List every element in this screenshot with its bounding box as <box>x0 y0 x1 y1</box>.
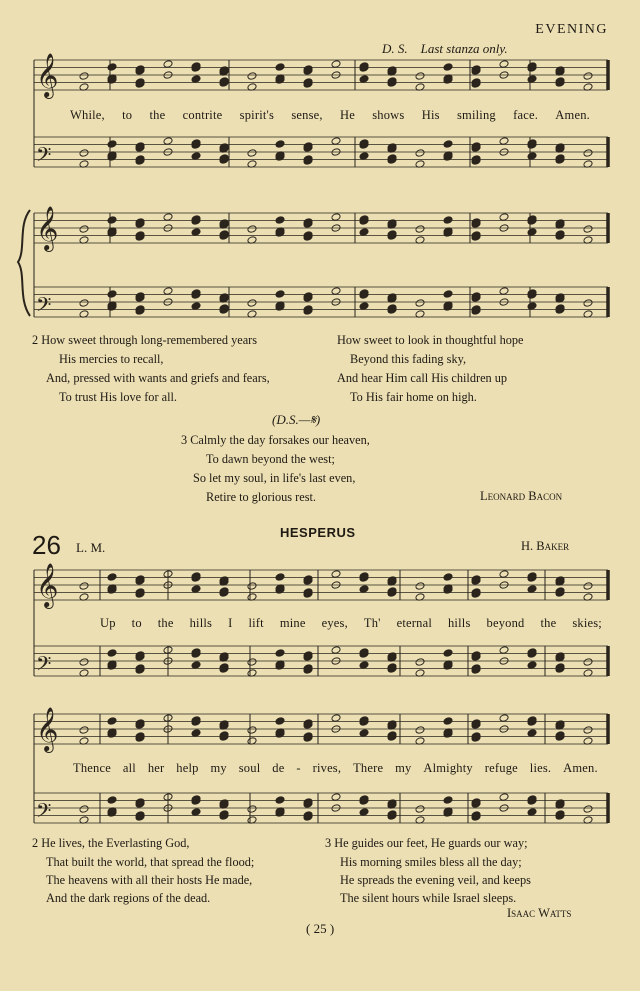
lyric-word: beyond <box>486 616 525 630</box>
verse-number: 2 <box>32 836 39 850</box>
lyric-word: the <box>157 616 174 630</box>
verse-number: 3 <box>325 836 332 850</box>
hymn-meter: L. M. <box>76 540 106 555</box>
lyric-word: Almighty <box>423 761 473 775</box>
lyric-word: the <box>540 616 557 630</box>
lyric-word: I <box>228 616 233 630</box>
verse-line: He guides our feet, He guards our way; <box>334 836 528 850</box>
verse-line: The silent hours while Israel sleeps. <box>340 891 517 905</box>
lyric-word: contrite <box>182 108 223 122</box>
lyric-word: to <box>122 108 133 122</box>
lyric-word: my <box>210 761 227 775</box>
verse-line: How sweet to look in thoughtful hope <box>337 333 524 347</box>
lyric-word: my <box>395 761 412 775</box>
verse-line: So let my soul, in life's last even, <box>193 471 356 485</box>
ds-sign: (D.S.—𝄋) <box>272 412 321 427</box>
lyric-word: There <box>353 761 384 775</box>
svg-text:𝄢: 𝄢 <box>36 799 52 827</box>
verse-number: 2 <box>32 333 39 347</box>
lyric-word: to <box>131 616 142 630</box>
lyric-word: - <box>296 761 301 775</box>
svg-text:𝄢: 𝄢 <box>36 652 52 680</box>
lyric-word: help <box>176 761 199 775</box>
verse-line: Calmly the day forsakes our heaven, <box>190 433 370 447</box>
author-credit: Leonard Bacon <box>480 489 563 503</box>
lyric-word: de <box>272 761 285 775</box>
lyric-word: rives, <box>312 761 342 775</box>
lyric-line-top <box>70 108 590 123</box>
verse-line: Retire to glorious rest. <box>206 490 316 504</box>
lyric-word: eternal <box>396 616 433 630</box>
verse-line: That built the world, that spread the flood; <box>46 855 255 869</box>
lyric-word: shows <box>372 108 405 122</box>
lyric-word: all <box>122 761 136 775</box>
tune-name: HESPERUS <box>280 525 356 540</box>
lyric-word: her <box>147 761 165 775</box>
verse-line: To dawn beyond the west; <box>206 452 335 466</box>
lyric-word: mine <box>279 616 306 630</box>
lyric-word: skies; <box>572 616 602 630</box>
verse-number: 3 <box>181 433 188 447</box>
lyric-word: His <box>421 108 440 122</box>
svg-text:𝄢: 𝄢 <box>36 143 52 171</box>
lyric-word: lies. <box>529 761 552 775</box>
lyric-word: smiling <box>456 108 496 122</box>
ds-label: D. S. <box>382 41 408 56</box>
verse-line: How sweet through long-remembered years <box>41 333 258 347</box>
author-credit: Isaac Watts <box>507 906 572 920</box>
lyric-word: the <box>149 108 166 122</box>
lyric-line-hymn26-2 <box>73 761 598 776</box>
verse-line: His morning smiles bless all the day; <box>340 855 522 869</box>
lyric-word: face. <box>513 108 539 122</box>
lyric-word: hills <box>447 616 471 630</box>
svg-text:𝄢: 𝄢 <box>36 293 52 321</box>
verse-line: He spreads the evening veil, and keeps <box>340 873 531 887</box>
svg-text:𝄞: 𝄞 <box>36 53 59 97</box>
lyric-word: hills <box>189 616 213 630</box>
verse-line: To trust His love for all. <box>59 390 177 404</box>
lyric-line-hymn26-1 <box>100 616 602 631</box>
hymn-number: 26 <box>32 530 61 560</box>
lyric-word: Amen. <box>555 108 590 122</box>
verse-line: And, pressed with wants and griefs and fears, <box>46 371 270 385</box>
lyric-word: soul <box>238 761 261 775</box>
svg-text:𝄞: 𝄞 <box>36 563 59 607</box>
verse-line: He lives, the Everlasting God, <box>41 836 190 850</box>
lyric-word: refuge <box>484 761 518 775</box>
lyric-word: Th' <box>363 616 381 630</box>
lyric-word: Up <box>100 616 116 630</box>
verse-line: To His fair home on high. <box>350 390 477 404</box>
lyric-word: lift <box>248 616 264 630</box>
lyric-word: While, <box>70 108 105 122</box>
section-header: EVENING <box>535 22 608 37</box>
verse-line: His mercies to recall, <box>59 352 164 366</box>
lyric-word: spirit's <box>239 108 275 122</box>
lyric-word: Thence <box>73 761 111 775</box>
lyric-word: Amen. <box>563 761 598 775</box>
verse-line: And the dark regions of the dead. <box>46 891 211 905</box>
ds-note: Last stanza only. <box>420 41 508 56</box>
verse-line: Beyond this fading sky, <box>350 352 467 366</box>
verse-line: The heavens with all their hosts He made, <box>46 873 253 887</box>
lyric-word: eyes, <box>321 616 348 630</box>
svg-text:𝄞: 𝄞 <box>36 707 59 751</box>
lyric-word: He <box>339 108 355 122</box>
verse-line: And hear Him call His children up <box>337 371 508 385</box>
page-number: ( 25 ) <box>306 921 335 936</box>
svg-text:𝄞: 𝄞 <box>36 206 59 250</box>
lyric-word: sense, <box>291 108 323 122</box>
composer: H. Baker <box>521 539 570 553</box>
